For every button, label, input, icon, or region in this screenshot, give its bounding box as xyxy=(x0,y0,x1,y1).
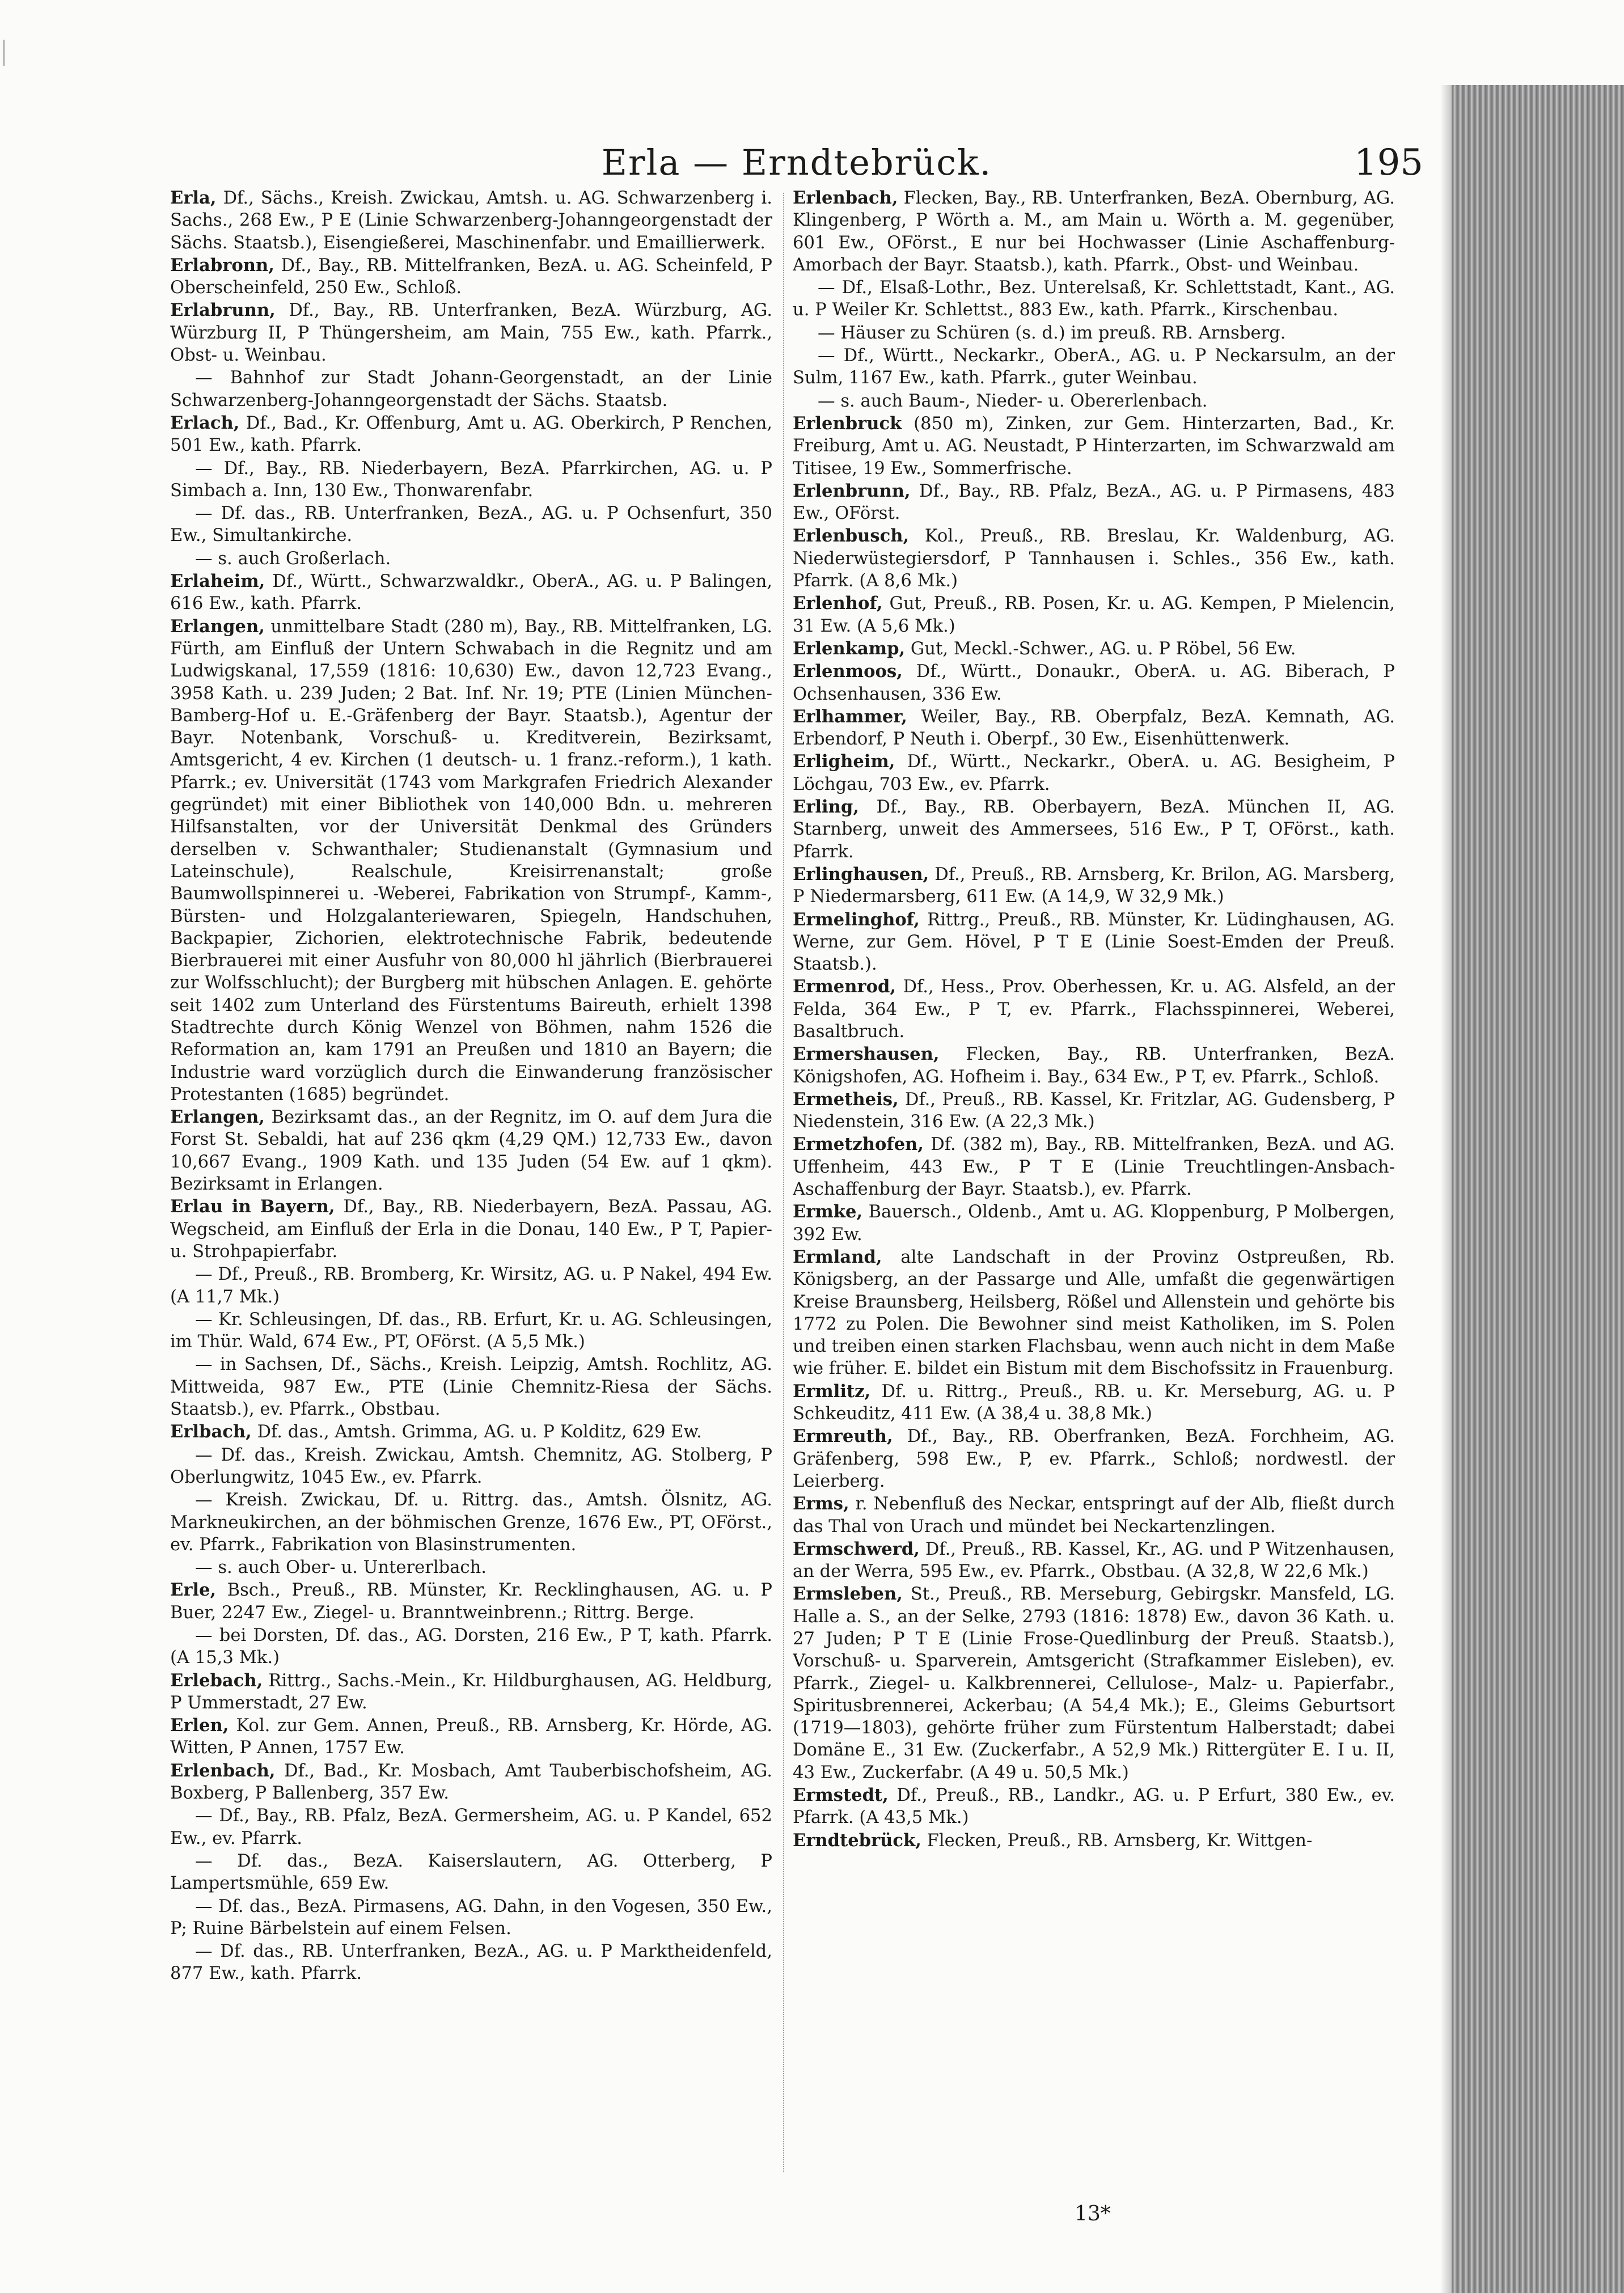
gazetteer-entry xyxy=(170,1670,772,1715)
gazetteer-entry xyxy=(170,458,772,502)
entry-text: Df., Bay., RB. Pfalz, BezA., AG. u. P Pirmasens, 483 Ew., OFörst. xyxy=(793,481,1395,524)
entry-text: Df., Bay., RB. Oberfranken, BezA. Forchheim, AG. Gräfenberg, 598 Ew., P, ev. Pfarrk., Schloß; nordwestl. der Leierberg. xyxy=(793,1427,1395,1491)
entry-headword: Erlenbach, xyxy=(793,188,898,208)
entry-headword: Ermke, xyxy=(793,1202,863,1222)
gazetteer-entry xyxy=(793,796,1395,863)
gazetteer-entry xyxy=(793,1493,1395,1538)
scan-corner-mark xyxy=(3,40,9,66)
entry-headword: Erlangen, xyxy=(170,1107,265,1128)
entry-text: — Df. das., BezA. Kaiserslautern, AG. Otterberg, P Lampertsmühle, 659 Ew. xyxy=(170,1851,772,1894)
entry-headword: Ermlitz, xyxy=(793,1381,871,1402)
gazetteer-entry xyxy=(793,751,1395,796)
entry-headword: Erlenkamp, xyxy=(793,638,906,659)
gazetteer-entry xyxy=(170,299,772,366)
gazetteer-entry xyxy=(793,1583,1395,1784)
gazetteer-entry xyxy=(170,187,772,254)
gazetteer-entry xyxy=(793,345,1395,390)
gazetteer-entry xyxy=(793,1043,1395,1088)
entry-headword: Erlau in Bayern, xyxy=(170,1196,335,1217)
gazetteer-entry xyxy=(793,390,1395,412)
gazetteer-entry xyxy=(170,1489,772,1556)
gazetteer-entry xyxy=(793,864,1395,908)
entry-headword: Ermreuth, xyxy=(793,1426,893,1447)
entry-headword: Erlaheim, xyxy=(170,571,265,592)
entry-text: Gut, Meckl.-Schwer., AG. u. P Röbel, 56 Ew. xyxy=(905,638,1296,659)
gazetteer-entry xyxy=(170,570,772,615)
entry-text: Df., Bad., Kr. Mosbach, Amt Tauberbischofsheim, AG. Boxberg, P Ballenberg, 357 Ew. xyxy=(170,1761,772,1804)
book-page-edges xyxy=(1452,85,1624,2293)
entry-text: St., Preuß., RB. Merseburg, Gebirgskr. Mansfeld, LG. Halle a. S., an der Selke, 2793 (1816: 1878) Ew., davon 36 Kath. u. 27 Juden; P T E (Linie Frose-Quedlinburg der Preuß. Staatsb.), Vorschuß- u. Sparverein, Amtsgericht (Strafkammer Eisleben), ev. Pfarrk., Ziegel- u. Kalkbrennerei, Cellulose-, Malz- u. Papierfabr., Spiritusbrennerei, Ackerbau; (A 54,4 Mk.); E., Gleims Geburtsort (1719—1803), gehörte früher zum Fürstentum Halberstadt; dabei Domäne E., 31 Ew. (Zuckerfabr., A 52,9 Mk.) Rittergüter E. I u. II, 43 Ew., Zuckerfabr. (A 49 u. 50,5 Mk.) xyxy=(793,1584,1395,1783)
entry-text: — Df. das., Kreish. Zwickau, Amtsh. Chemnitz, AG. Stolberg, P Oberlungwitz, 1045 Ew., ev. Pfarrk. xyxy=(170,1445,772,1487)
entry-text: Df. das., Amtsh. Grimma, AG. u. P Kolditz, 629 Ew. xyxy=(251,1422,702,1442)
entry-headword: Erla, xyxy=(170,188,217,208)
gazetteer-entry xyxy=(793,1425,1395,1492)
entry-text: Df., Bay., RB. Mittelfranken, BezA. u. AG. Scheinfeld, P Oberscheinfeld, 250 Ew., Schloß. xyxy=(170,255,772,298)
entry-text: — s. auch Ober- u. Untererlbach. xyxy=(195,1558,487,1578)
entry-text: Df., Preuß., RB. Kassel, Kr. Fritzlar, AG. Gudensberg, P Niedenstein, 316 Ew. (A 22,3 Mk.) xyxy=(793,1089,1395,1132)
entry-headword: Erlach, xyxy=(170,412,240,433)
entry-headword: Erlabronn, xyxy=(170,255,274,276)
entry-headword: Erlenbusch, xyxy=(793,526,910,547)
gazetteer-entry xyxy=(170,1309,772,1353)
entry-text: — Df., Württ., Neckarkr., OberA., AG. u. P Neckarsulm, an der Sulm, 1167 Ew., kath. Pfarrk., guter Weinbau. xyxy=(793,346,1395,388)
gazetteer-entry xyxy=(793,480,1395,525)
gazetteer-entry xyxy=(170,367,772,412)
entry-text: Weiler, Bay., RB. Oberpfalz, BezA. Kemnath, AG. Erbendorf, P Neuth i. Oberpf., 30 Ew., Eisenhüttenwerk. xyxy=(793,706,1395,750)
gazetteer-entry xyxy=(793,1784,1395,1829)
entry-headword: Erlenbruck xyxy=(793,413,902,434)
entry-headword: Ermershausen, xyxy=(793,1044,940,1065)
entry-headword: Erlangen, xyxy=(170,616,265,637)
entry-headword: Ermland, xyxy=(793,1246,882,1267)
entry-text: — Kr. Schleusingen, Df. das., RB. Erfurt, Kr. u. AG. Schleusingen, im Thür. Wald, 674 Ew., PT, OFörst. (A 5,5 Mk.) xyxy=(170,1309,772,1352)
page-header xyxy=(170,142,1423,187)
entry-headword: Erms, xyxy=(793,1494,849,1514)
entry-text: — Df., Bay., RB. Pfalz, BezA. Germersheim, AG. u. P Kandel, 652 Ew., ev. Pfarrk. xyxy=(170,1806,772,1848)
entry-headword: Erlenbrunn, xyxy=(793,480,911,501)
entry-text: (850 m), Zinken, zur Gem. Hinterzarten, Bad., Kr. Freiburg, Amt u. AG. Neustadt, P Hinterzarten, im Schwarzwald am Titisee, 19 Ew., Sommerfrische. xyxy=(793,413,1395,479)
signature-mark: 13* xyxy=(1075,2202,1111,2226)
gazetteer-entry xyxy=(170,502,772,547)
left-column xyxy=(170,187,772,2211)
entry-headword: Erligheim, xyxy=(793,751,895,772)
entry-headword: Erlenbach, xyxy=(170,1760,276,1781)
entry-text: Bezirksamt das., an der Regnitz, im O. auf dem Jura die Forst St. Sebaldi, hat auf 236 qkm (4,29 QM.) 12,733 Ew., davon 10,667 Evang., 1909 Kath. und 135 Juden (54 Ew. auf 1 qkm). Bezirksamt in Erlangen. xyxy=(170,1107,772,1195)
entry-text: — Df. das., RB. Unterfranken, BezA., AG. u. P Marktheidenfeld, 877 Ew., kath. Pfarrk. xyxy=(170,1941,772,1984)
entry-headword: Ermelinghof, xyxy=(793,909,920,930)
gazetteer-entry xyxy=(170,1805,772,1850)
entry-text: Df., Bad., Kr. Offenburg, Amt u. AG. Oberkirch, P Renchen, 501 Ew., kath. Pfarrk. xyxy=(170,413,772,456)
entry-text: — Df., Elsaß-Lothr., Bez. Unterelsaß, Kr. Schlettstadt, Kant., AG. u. P Weiler Kr. Schlettst., 883 Ew., kath. Pfarrk., Kirschenbau. xyxy=(793,278,1395,320)
entry-text: unmittelbare Stadt (280 m), Bay., RB. Mittelfranken, LG. Fürth, am Einfluß der Untern Schwabach in die Regnitz und am Ludwigskanal, 17,559 (1816: 10,630) Ew., davon 12,723 Evang., 3958 Kath. u. 239 Juden; 2 Bat. Inf. Nr. 19; PTE (Linien München-Bamberg-Hof u. E.-Gräfenberg der Bayr. Staatsb.), Agentur der Bayr. Notenbank, Vorschuß- u. Kreditverein, Bezirksamt, Amtsgericht, 4 ev. Kirchen (1 deutsch- u. 1 franz.-reform.), 1 kath. Pfarrk.; ev. Universität (1743 vom Markgrafen Friedrich Alexander gegründet) mit einer Bibliothek von 140,000 Bdn. u. mehreren Hilfsanstalten, vor der Universität Denkmal des Gründers derselben v. Schwanthaler; Studienanstalt (Gymnasium und Lateinschule), Realschule, Kreisirrenanstalt; große Baumwollspinnerei u. -Weberei, Fabrikation von Strumpf-, Kamm-, Bürsten- und Holzgalanteriewaren, Spiegeln, Handschuhen, Backpapier, Zichorien, elektrotechnische Fabrik, bedeutende Bierbrauerei mit einer Ausfuhr von 80,000 hl jährlich (Bierbrauerei zur Wolfsschlucht); der Burgberg mit hübschen Anlagen. E. gehörte seit 1402 zum Unterland des Fürstentums Baireuth, erhielt 1398 Stadtrechte durch König Wenzel von Böhmen, nahm 1526 die Reformation an, kam 1791 an Preußen und 1810 an Bayern; die Industrie ward vorzüglich durch die Einwanderung französischer Protestanten (1685) begründet. xyxy=(170,616,772,1105)
entry-text: Df. u. Rittrg., Preuß., RB. u. Kr. Merseburg, AG. u. P Schkeuditz, 411 Ew. (A 38,4 u. 38,8 Mk.) xyxy=(793,1381,1395,1424)
entry-text: — Df. das., RB. Unterfranken, BezA., AG. u. P Ochsenfurt, 350 Ew., Simultankirche. xyxy=(170,504,772,546)
gazetteer-entry xyxy=(793,1538,1395,1583)
entry-headword: Erlbach, xyxy=(170,1422,252,1442)
entry-headword: Ermetheis, xyxy=(793,1089,899,1110)
entry-headword: Ermetzhofen, xyxy=(793,1134,924,1155)
entry-text: — s. auch Baum-, Nieder- u. Obererlenbach. xyxy=(818,391,1208,411)
gazetteer-entry xyxy=(793,1201,1395,1246)
gazetteer-entry xyxy=(793,976,1395,1043)
gazetteer-entry xyxy=(793,909,1395,976)
gazetteer-entry xyxy=(170,255,772,299)
entry-text: Gut, Preuß., RB. Posen, Kr. u. AG. Kempen, P Mielencin, 31 Ew. (A 5,6 Mk.) xyxy=(793,594,1395,636)
gazetteer-entry xyxy=(170,1196,772,1263)
gazetteer-entry xyxy=(170,548,772,570)
entry-headword: Erlabrunn, xyxy=(170,300,276,321)
gazetteer-entry xyxy=(793,1246,1395,1380)
entry-headword: Erlen, xyxy=(170,1715,229,1736)
gazetteer-entry xyxy=(793,593,1395,637)
gazetteer-entry xyxy=(793,1089,1395,1133)
gazetteer-entry xyxy=(170,412,772,457)
gazetteer-entry xyxy=(170,1263,772,1308)
entry-headword: Erle, xyxy=(170,1580,217,1601)
entry-headword: Ermsleben, xyxy=(793,1584,903,1605)
entry-headword: Ermenrod, xyxy=(793,976,896,997)
entry-text: Df., Württ., Schwarzwaldkr., OberA., AG. u. P Balingen, 616 Ew., kath. Pfarrk. xyxy=(170,572,772,614)
gazetteer-entry xyxy=(793,413,1395,480)
entry-text: — Häuser zu Schüren (s. d.) im preuß. RB. Arnsberg. xyxy=(818,323,1286,343)
entry-text: Df., Bay., RB. Oberbayern, BezA. München II, AG. Starnberg, unweit des Ammersees, 516 Ew., P T, OFörst., kath. Pfarrk. xyxy=(793,797,1395,862)
gazetteer-entry xyxy=(793,525,1395,592)
entry-headword: Erlenhof, xyxy=(793,593,883,614)
entry-text: Bsch., Preuß., RB. Münster, Kr. Recklinghausen, AG. u. P Buer, 2247 Ew., Ziegel- u. Branntweinbrenn.; Rittrg. Berge. xyxy=(170,1580,772,1623)
entry-headword: Erlebach, xyxy=(170,1670,263,1691)
entry-headword: Erlenmoos, xyxy=(793,661,903,682)
entry-text: — Bahnhof zur Stadt Johann-Georgenstadt, an der Linie Schwarzenberg-Johanngeorgenstadt der Sächs. Staatsb. xyxy=(170,368,772,411)
gazetteer-entry xyxy=(170,1940,772,1985)
gazetteer-entry xyxy=(793,661,1395,705)
entry-headword: Ermschwerd, xyxy=(793,1538,920,1559)
entry-text: Flecken, Preuß., RB. Arnsberg, Kr. Wittgen- xyxy=(921,1830,1313,1851)
entry-text: Df., Hess., Prov. Oberhessen, Kr. u. AG. Alsfeld, an der Felda, 364 Ew., P T, ev. Pfarrk., Flachsspinnerei, Weberei, Basaltbruch. xyxy=(793,977,1395,1042)
entry-text: Flecken, Bay., RB. Unterfranken, BezA. Königshofen, AG. Hofheim i. Bay., 634 Ew., P T, ev. Pfarrk., Schloß. xyxy=(793,1044,1395,1087)
gazetteer-entry xyxy=(170,1896,772,1940)
entry-text: Df., Preuß., RB. Arnsberg, Kr. Brilon, AG. Marsberg, P Niedermarsberg, 611 Ew. (A 14,9, W 32,9 Mk.) xyxy=(793,864,1395,907)
entry-text: Kol. zur Gem. Annen, Preuß., RB. Arnsberg, Kr. Hörde, AG. Witten, P Annen, 1757 Ew. xyxy=(170,1716,772,1758)
gazetteer-entry xyxy=(170,1715,772,1759)
entry-text: — in Sachsen, Df., Sächs., Kreish. Leipzig, Amtsh. Rochlitz, AG. Mittweida, 987 Ew., PTE (Linie Chemnitz-Riesa der Sächs. Staatsb.), ev. Pfarrk., Obstbau. xyxy=(170,1355,772,1420)
entry-text: — bei Dorsten, Df. das., AG. Dorsten, 216 Ew., P T, kath. Pfarrk. (A 15,3 Mk.) xyxy=(170,1626,772,1668)
entry-text: — Kreish. Zwickau, Df. u. Rittrg. das., Amtsh. Ölsnitz, AG. Markneukirchen, an der böhmischen Grenze, 1676 Ew., PT, OFörst., ev. Pfarrk., Fabrikation von Blasinstrumenten. xyxy=(170,1490,772,1555)
gazetteer-entry xyxy=(170,1444,772,1489)
entry-headword: Erling, xyxy=(793,797,859,818)
gazetteer-entry xyxy=(793,638,1395,660)
gazetteer-entry xyxy=(793,706,1395,751)
gazetteer-entry xyxy=(170,616,772,1106)
entry-text: — s. auch Großerlach. xyxy=(195,548,391,569)
gazetteer-entry xyxy=(793,322,1395,344)
entry-text: Rittrg., Sachs.-Mein., Kr. Hildburghausen, AG. Heldburg, P Ummerstadt, 27 Ew. xyxy=(170,1670,772,1713)
gazetteer-entry xyxy=(170,1556,772,1579)
gazetteer-entry xyxy=(793,277,1395,321)
gazetteer-entry xyxy=(170,1353,772,1420)
running-title: Erla — Erndtebrück. xyxy=(601,142,992,183)
entry-text: Df. (382 m), Bay., RB. Mittelfranken, BezA. und AG. Uffenheim, 443 Ew., P T E (Linie Treuchtlingen-Ansbach-Aschaffenburg der Bayr. Staatsb.), ev. Pfarrk. xyxy=(793,1135,1395,1200)
entry-text: Df., Württ., Donaukr., OberA. u. AG. Biberach, P Ochsenhausen, 336 Ew. xyxy=(793,662,1395,704)
entry-headword: Erndtebrück, xyxy=(793,1830,921,1851)
gazetteer-entry xyxy=(793,1133,1395,1200)
gazetteer-entry xyxy=(170,1579,772,1624)
entry-headword: Erlhammer, xyxy=(793,706,907,727)
entry-headword: Erlinghausen, xyxy=(793,864,929,885)
entry-text: r. Nebenfluß des Neckar, entspringt auf der Alb, fließt durch das Thal von Urach und mündet bei Neckartenzlingen. xyxy=(793,1494,1395,1537)
gazetteer-entry xyxy=(170,1421,772,1443)
gazetteer-entry xyxy=(170,1760,772,1805)
entry-text: — Df. das., BezA. Pirmasens, AG. Dahn, in den Vogesen, 350 Ew., P; Ruine Bärbelstein auf einem Felsen. xyxy=(170,1896,772,1939)
entry-text: Df., Bay., RB. Niederbayern, BezA. Passau, AG. Wegscheid, am Einfluß der Erla in die Donau, 140 Ew., P T, Papier- u. Strohpapierfabr. xyxy=(170,1197,772,1262)
entry-text: Df., Preuß., RB., Landkr., AG. u. P Erfurt, 380 Ew., ev. Pfarrk. (A 43,5 Mk.) xyxy=(793,1786,1395,1828)
entry-headword: Ermstedt, xyxy=(793,1785,889,1806)
column-divider xyxy=(783,193,784,2172)
gazetteer-entry xyxy=(170,1106,772,1195)
entry-text: Df., Sächs., Kreish. Zwickau, Amtsh. u. AG. Schwarzenberg i. Sachs., 268 Ew., P E (Linie Schwarzenberg-Johanngeorgenstadt der Sächs. Staatsb.), Eisengießerei, Maschinenfabr. und Emaillierwerk. xyxy=(170,188,772,253)
entry-text: — Df., Preuß., RB. Bromberg, Kr. Wirsitz, AG. u. P Nakel, 494 Ew. (A 11,7 Mk.) xyxy=(170,1264,772,1307)
page-number: 195 xyxy=(1354,142,1423,184)
entry-text: Rittrg., Preuß., RB. Münster, Kr. Lüdinghausen, AG. Werne, zur Gem. Hövel, P T E (Linie Soest-Emden der Preuß. Staatsb.). xyxy=(793,909,1395,975)
right-column xyxy=(793,187,1395,2211)
entry-text: Bauersch., Oldenb., Amt u. AG. Kloppenburg, P Molbergen, 392 Ew. xyxy=(793,1202,1395,1245)
gazetteer-entry xyxy=(170,1624,772,1669)
gazetteer-entry xyxy=(170,1850,772,1895)
entry-text: Df., Preuß., RB. Kassel, Kr., AG. und P Witzenhausen, an der Werra, 595 Ew., ev. Pfarrk., Obstbau. (A 32,8, W 22,6 Mk.) xyxy=(793,1539,1395,1582)
gazetteer-entry xyxy=(793,1830,1395,1852)
entry-text: Flecken, Bay., RB. Unterfranken, BezA. Obernburg, AG. Klingenberg, P Wörth a. M., am Main u. Wörth a. M. gegenüber, 601 Ew., OFörst., E nur bei Hochwasser (Linie Aschaffenburg-Amorbach der Bayr. Staatsb.), kath. Pfarrk., Obst- und Weinbau. xyxy=(793,188,1395,275)
entry-text: — Df., Bay., RB. Niederbayern, BezA. Pfarrkirchen, AG. u. P Simbach a. Inn, 130 Ew., Thonwarenfabr. xyxy=(170,458,772,501)
entry-text: Df., Württ., Neckarkr., OberA. u. AG. Besigheim, P Löchgau, 703 Ew., ev. Pfarrk. xyxy=(793,752,1395,794)
entry-text: Df., Bay., RB. Unterfranken, BezA. Würzburg, AG. Würzburg II, P Thüngersheim, am Main, 755 Ew., kath. Pfarrk., Obst- u. Weinbau. xyxy=(170,301,772,366)
entry-text: alte Landschaft in der Provinz Ostpreußen, Rb. Königsberg, an der Passarge und Alle, umfaßt die gegenwärtigen Kreise Braunsberg, Heilsberg, Rößel und Allenstein und gehörte bis 1772 zu Polen. Die Bewohner sind meist Katholiken, im S. Polen und treiben einen starken Flachsbau, wenn auch nicht in dem Maße wie früher. E. bildet ein Bistum mit dem Bischofssitz in Frauenburg. xyxy=(793,1247,1395,1379)
gazetteer-entry xyxy=(793,187,1395,276)
entry-text: Kol., Preuß., RB. Breslau, Kr. Waldenburg, AG. Niederwüstegiersdorf, P Tannhausen i. Schles., 356 Ew., kath. Pfarrk. (A 8,6 Mk.) xyxy=(793,526,1395,591)
gazetteer-entry xyxy=(793,1381,1395,1425)
